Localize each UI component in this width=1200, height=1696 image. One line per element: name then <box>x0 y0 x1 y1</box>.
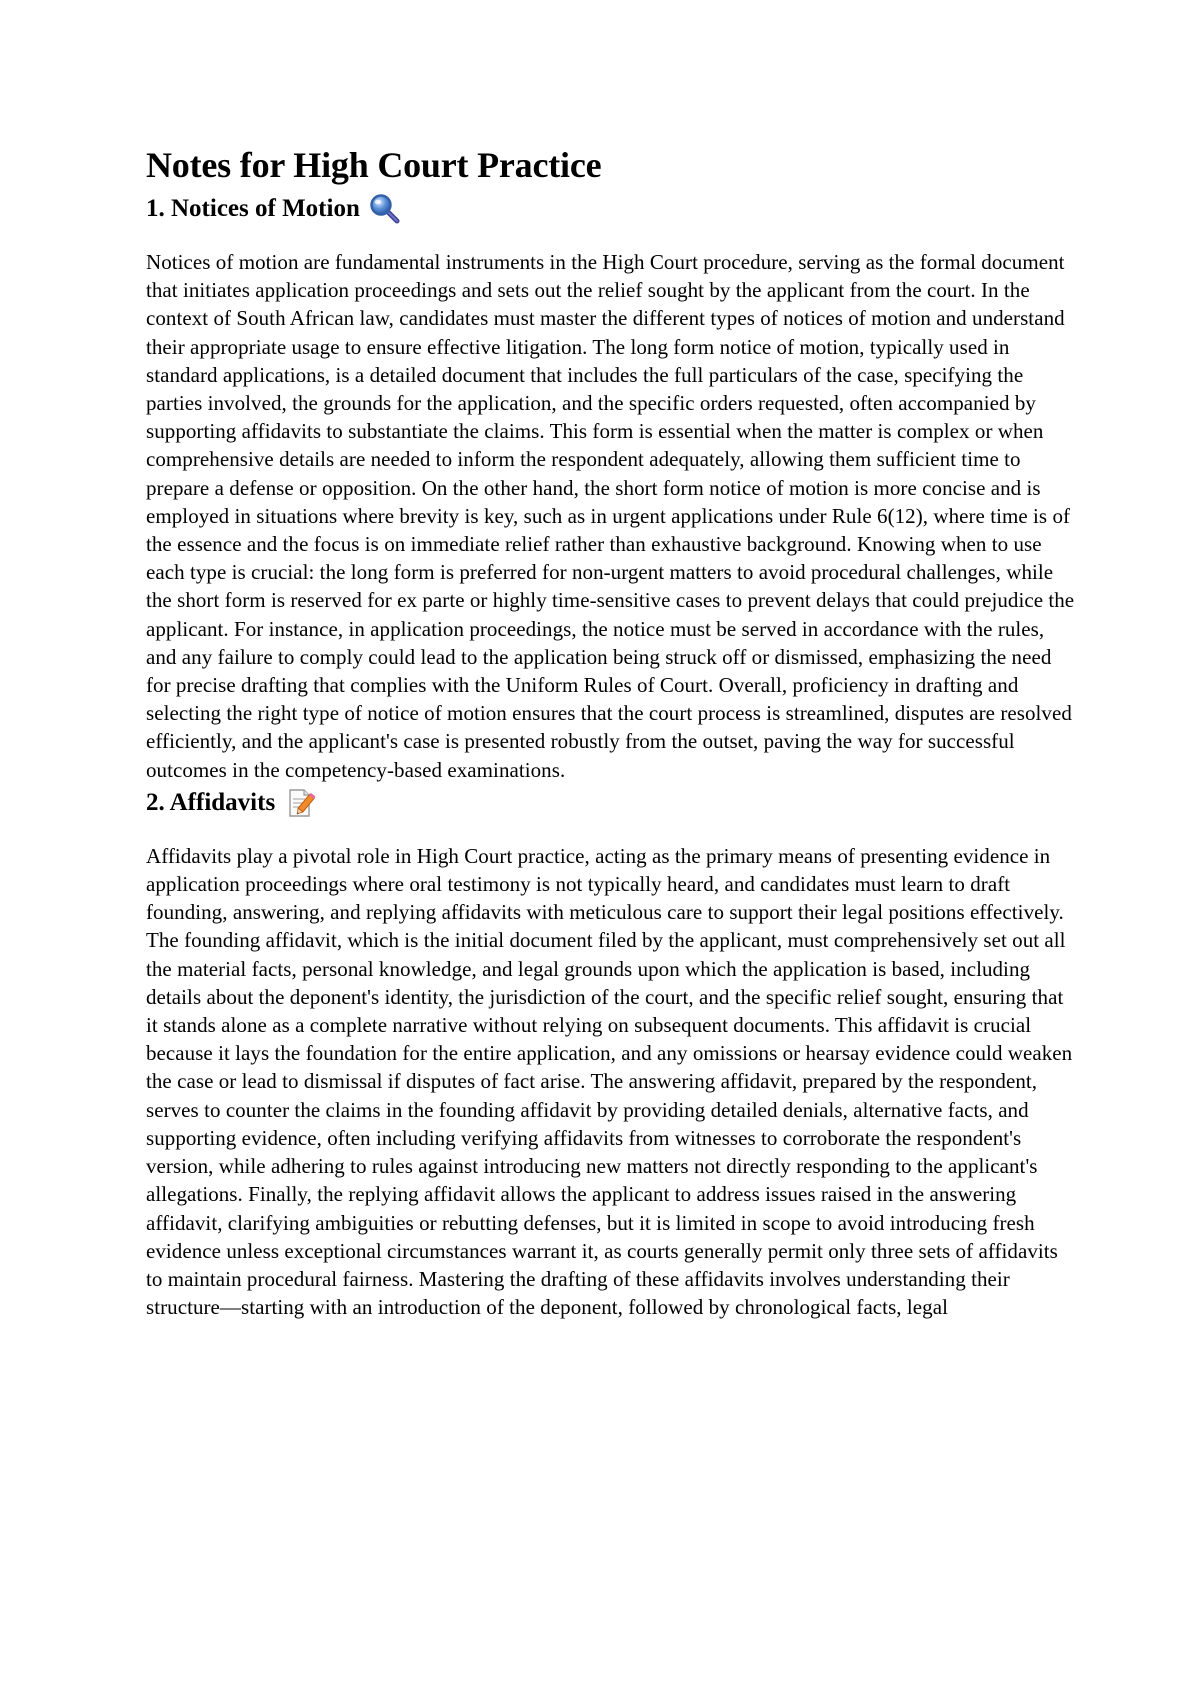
magnifying-glass-icon <box>368 193 402 225</box>
section-heading <box>146 190 1076 228</box>
section-body: Notices of motion are fundamental instruments in the High Court procedure, serving as the formal document that initiates application proceedings and sets out the relief sought by the applicant from the court. In the context of South African law, candidates must master the different types of notices of motion and understand their appropriate usage to ensure effective litigation. The long form notice of motion, typically used in standard applications, is a detailed document that includes the full particulars of the case, specifying the parties involved, the grounds for the application, and the specific orders requested, often accompanied by supporting affidavits to substantiate the claims. This form is essential when the matter is complex or when comprehensive details are needed to inform the respondent adequately, allowing them sufficient time to prepare a defense or opposition. On the other hand, the short form notice of motion is more concise and is employed in situations where brevity is key, such as in urgent applications under Rule 6(12), where time is of the essence and the focus is on immediate relief rather than exhaustive background. Knowing when to use each type is crucial: the long form is preferred for non-urgent matters to avoid procedural challenges, while the short form is reserved for ex parte or highly time-sensitive cases to prevent delays that could prejudice the applicant. For instance, in application proceedings, the notice must be served in accordance with the rules, and any failure to comply could lead to the application being struck off or dismissed, emphasizing the need for precise drafting that complies with the Uniform Rules of Court. Overall, proficiency in drafting and selecting the right type of notice of motion ensures that the court process is streamlined, disputes are resolved efficiently, and the applicant's case is presented robustly from the outset, paving the way for successful outcomes in the competency-based examinations. <box>146 250 1075 782</box>
section-heading-text: 2. Affidavits <box>146 788 276 816</box>
section-heading <box>146 784 1076 822</box>
section-notices-of-motion <box>146 190 1076 784</box>
section-heading-text: 1. Notices of Motion <box>146 195 360 222</box>
section-affidavits <box>146 784 1076 1321</box>
memo-pencil-icon <box>283 787 317 819</box>
section-body: Affidavits play a pivotal role in High Court practice, acting as the primary means of presenting evidence in application proceedings where oral testimony is not typically heard, and candidates must learn to draft founding, answering, and replying affidavits with meticulous care to support their legal positions effectively. The founding affidavit, which is the initial document filed by the applicant, must comprehensively set out all the material facts, personal knowledge, and legal grounds upon which the application is based, including details about the deponent's identity, the jurisdiction of the court, and the specific relief sought, ensuring that it stands alone as a complete narrative without relying on subsequent documents. This affidavit is crucial because it lays the foundation for the entire application, and any omissions or hearsay evidence could weaken the case or lead to dismissal if disputes of fact arise. The answering affidavit, prepared by the respondent, serves to counter the claims in the founding affidavit by providing detailed denials, alternative facts, and supporting evidence, often including verifying affidavits from witnesses to corroborate the respondent's version, while adhering to rules against introducing new matters not directly responding to the applicant's allegations. Finally, the replying affidavit allows the applicant to address issues raised in the answering affidavit, clarifying ambiguities or rebutting defenses, but it is limited in scope to avoid introducing fresh evidence unless exceptional circumstances warrant it, as courts generally permit only three sets of affidavits to maintain procedural fairness. Mastering the drafting of these affidavits involves understanding their structure—starting with an introduction of the deponent, followed by chronological facts, legal <box>146 843 1073 1320</box>
document-page <box>146 140 1076 1321</box>
document-title: Notes for High Court Practice <box>146 145 602 185</box>
